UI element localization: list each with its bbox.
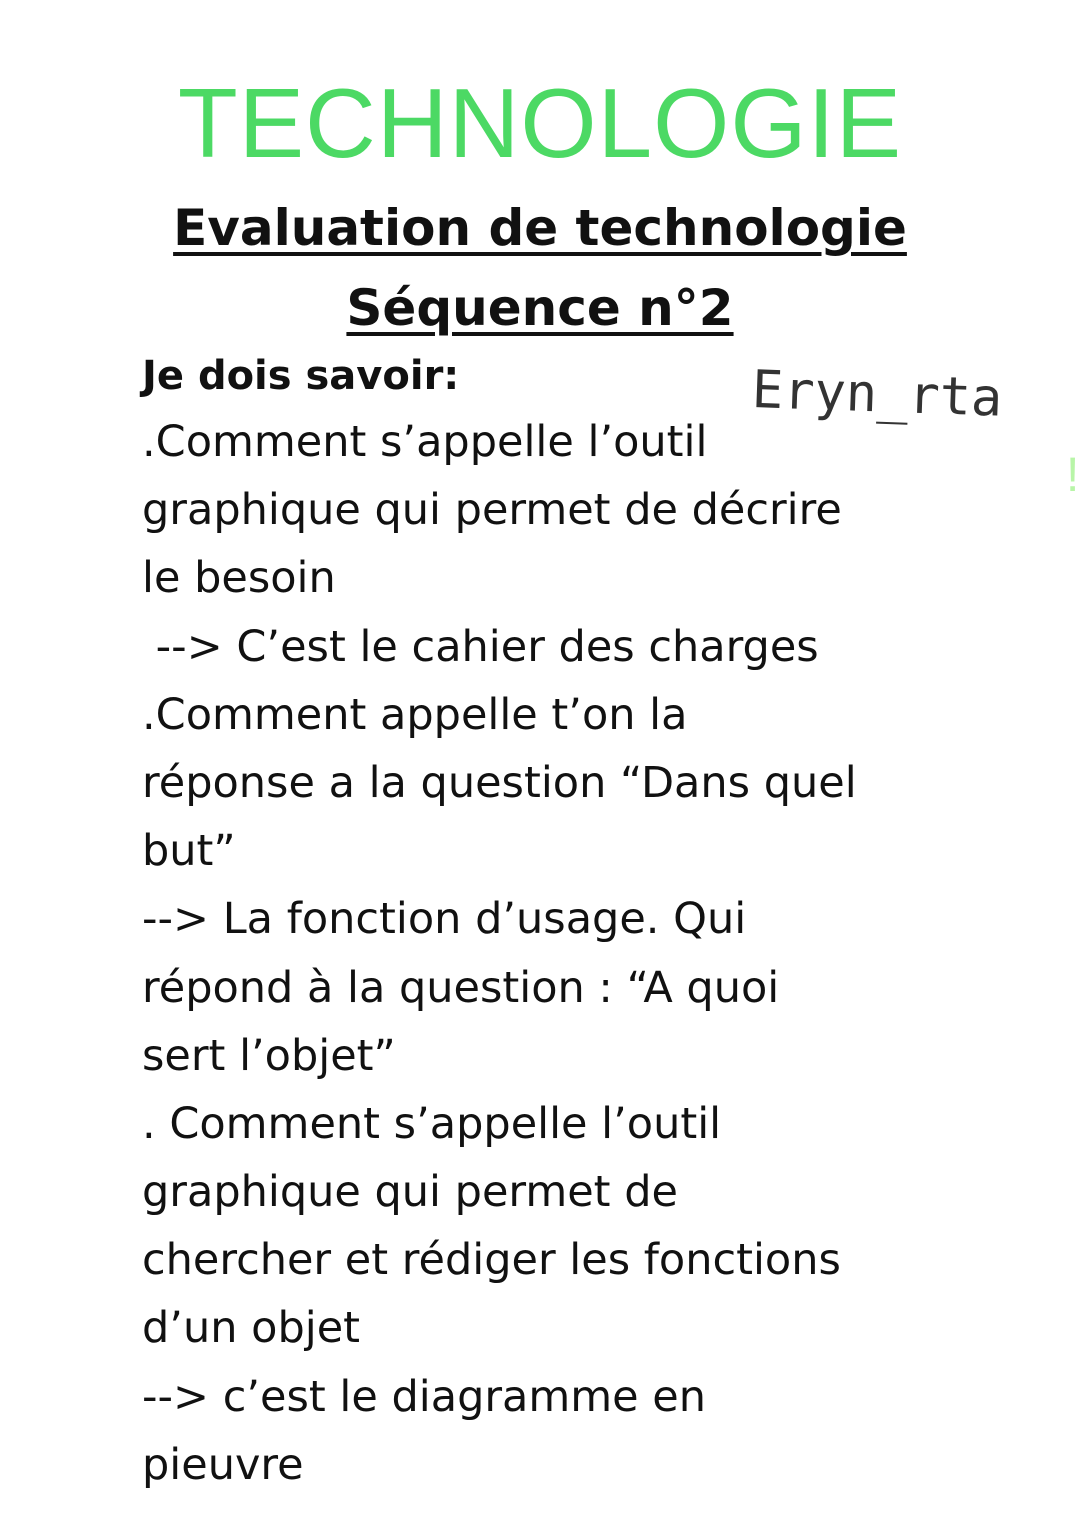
evaluation-subtitle-text: Evaluation de technologie [173,199,907,257]
text-line: graphique qui permet de [142,1167,678,1218]
evaluation-subtitle [0,198,1080,258]
text-line: graphique qui permet de décrire [142,485,842,536]
sequence-subtitle-text: Séquence n°2 [346,279,734,337]
text-line: réponse a la question “Dans quel [142,757,857,808]
text-line: le besoin [142,553,336,604]
text-line: répond à la question : “A quoi [142,962,780,1013]
answer-line: --> C’est le cahier des charges [142,621,819,672]
sequence-subtitle [0,278,1080,338]
text-line: chercher et rédiger les fonctions [142,1235,841,1286]
text-line: d’un objet [142,1303,361,1354]
answer-line: --> La fonction d’usage. Qui [142,894,747,945]
text-line: pieuvre [142,1439,304,1490]
text-line: .Comment appelle t’on la [142,689,688,740]
section-heading: Je dois savoir: [142,353,460,399]
text-line: . Comment s’appelle l’outil [142,1098,722,1149]
edge-mark: ! [1066,449,1080,502]
text-line: but” [142,826,236,877]
text-line: sert l’objet” [142,1030,396,1081]
author-watermark: Eryn_rta [750,360,1004,429]
answer-line: --> c’est le diagramme en [142,1371,707,1422]
text-line: .Comment s’appelle l’outil [142,417,708,467]
question-answer-list [142,408,1042,1499]
page-title: TECHNOLOGIE [177,68,903,178]
